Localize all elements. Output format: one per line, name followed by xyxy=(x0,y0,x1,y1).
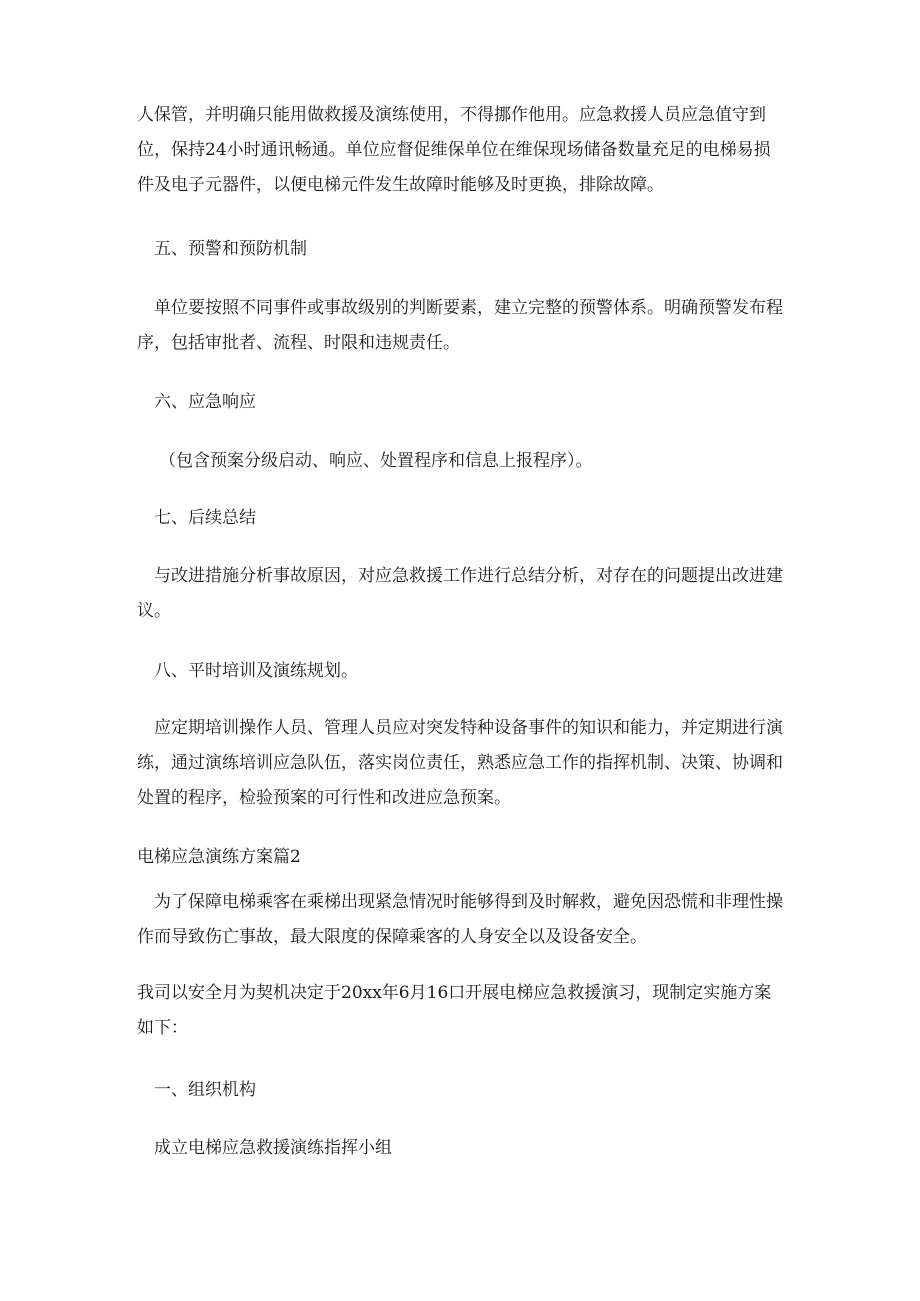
section-heading-8: 八、平时培训及演练规划。 xyxy=(154,661,358,681)
paragraph-drill-plan: 我司以安全月为契机决定于20xx年6月16口开展电梯应急救援演习，现制定实施方案如下： xyxy=(137,983,772,1038)
paragraph-command-group: 成立电梯应急救援演练指挥小组 xyxy=(154,1138,392,1158)
section-title-part-2: 电梯应急演练方案篇2 xyxy=(137,847,301,867)
paragraph-warning-system: 单位要按照不同事件或事故级别的判断要素，建立完整的预警体系。明确预警发布程序，包括审批者、流程、时限和违规责任。 xyxy=(137,298,783,353)
paragraph-training: 应定期培训操作人员、管理人员应对突发特种设备事件的知识和能力，并定期进行演练，通过演练培训应急队伍，落实岗位责任，熟悉应急工作的指挥机制、决策、协调和处置的程序，检验预案的可行性和改进应急预案。 xyxy=(137,718,783,808)
section-heading-5: 五、预警和预防机制 xyxy=(154,239,307,259)
paragraph-purpose: 为了保障电梯乘客在乘梯出现紧急情况时能够得到及时解救，避免因恐慌和非理性操作而导致伤亡事故，最大限度的保障乘客的人身安全以及设备安全。 xyxy=(137,892,783,947)
section-heading-6: 六、应急响应 xyxy=(154,392,256,412)
section-heading-1: 一、组织机构 xyxy=(154,1080,256,1100)
section-heading-7: 七、后续总结 xyxy=(154,508,256,528)
paragraph-summary: 与改进措施分析事故原因，对应急救援工作进行总结分析，对存在的问题提出改进建议。 xyxy=(137,566,783,621)
paragraph-response-note: （包含预案分级启动、响应、处置程序和信息上报程序）。 xyxy=(159,451,593,471)
paragraph-maintenance: 人保管，并明确只能用做救援及演练使用，不得挪作他用。应急救援人员应急值守到位，保持24小时通讯畅通。单位应督促维保单位在维保现场储备数量充足的电梯易损件及电子元器件，以便电梯元件发生故障时能够及时更换，排除故障。 xyxy=(137,105,771,195)
